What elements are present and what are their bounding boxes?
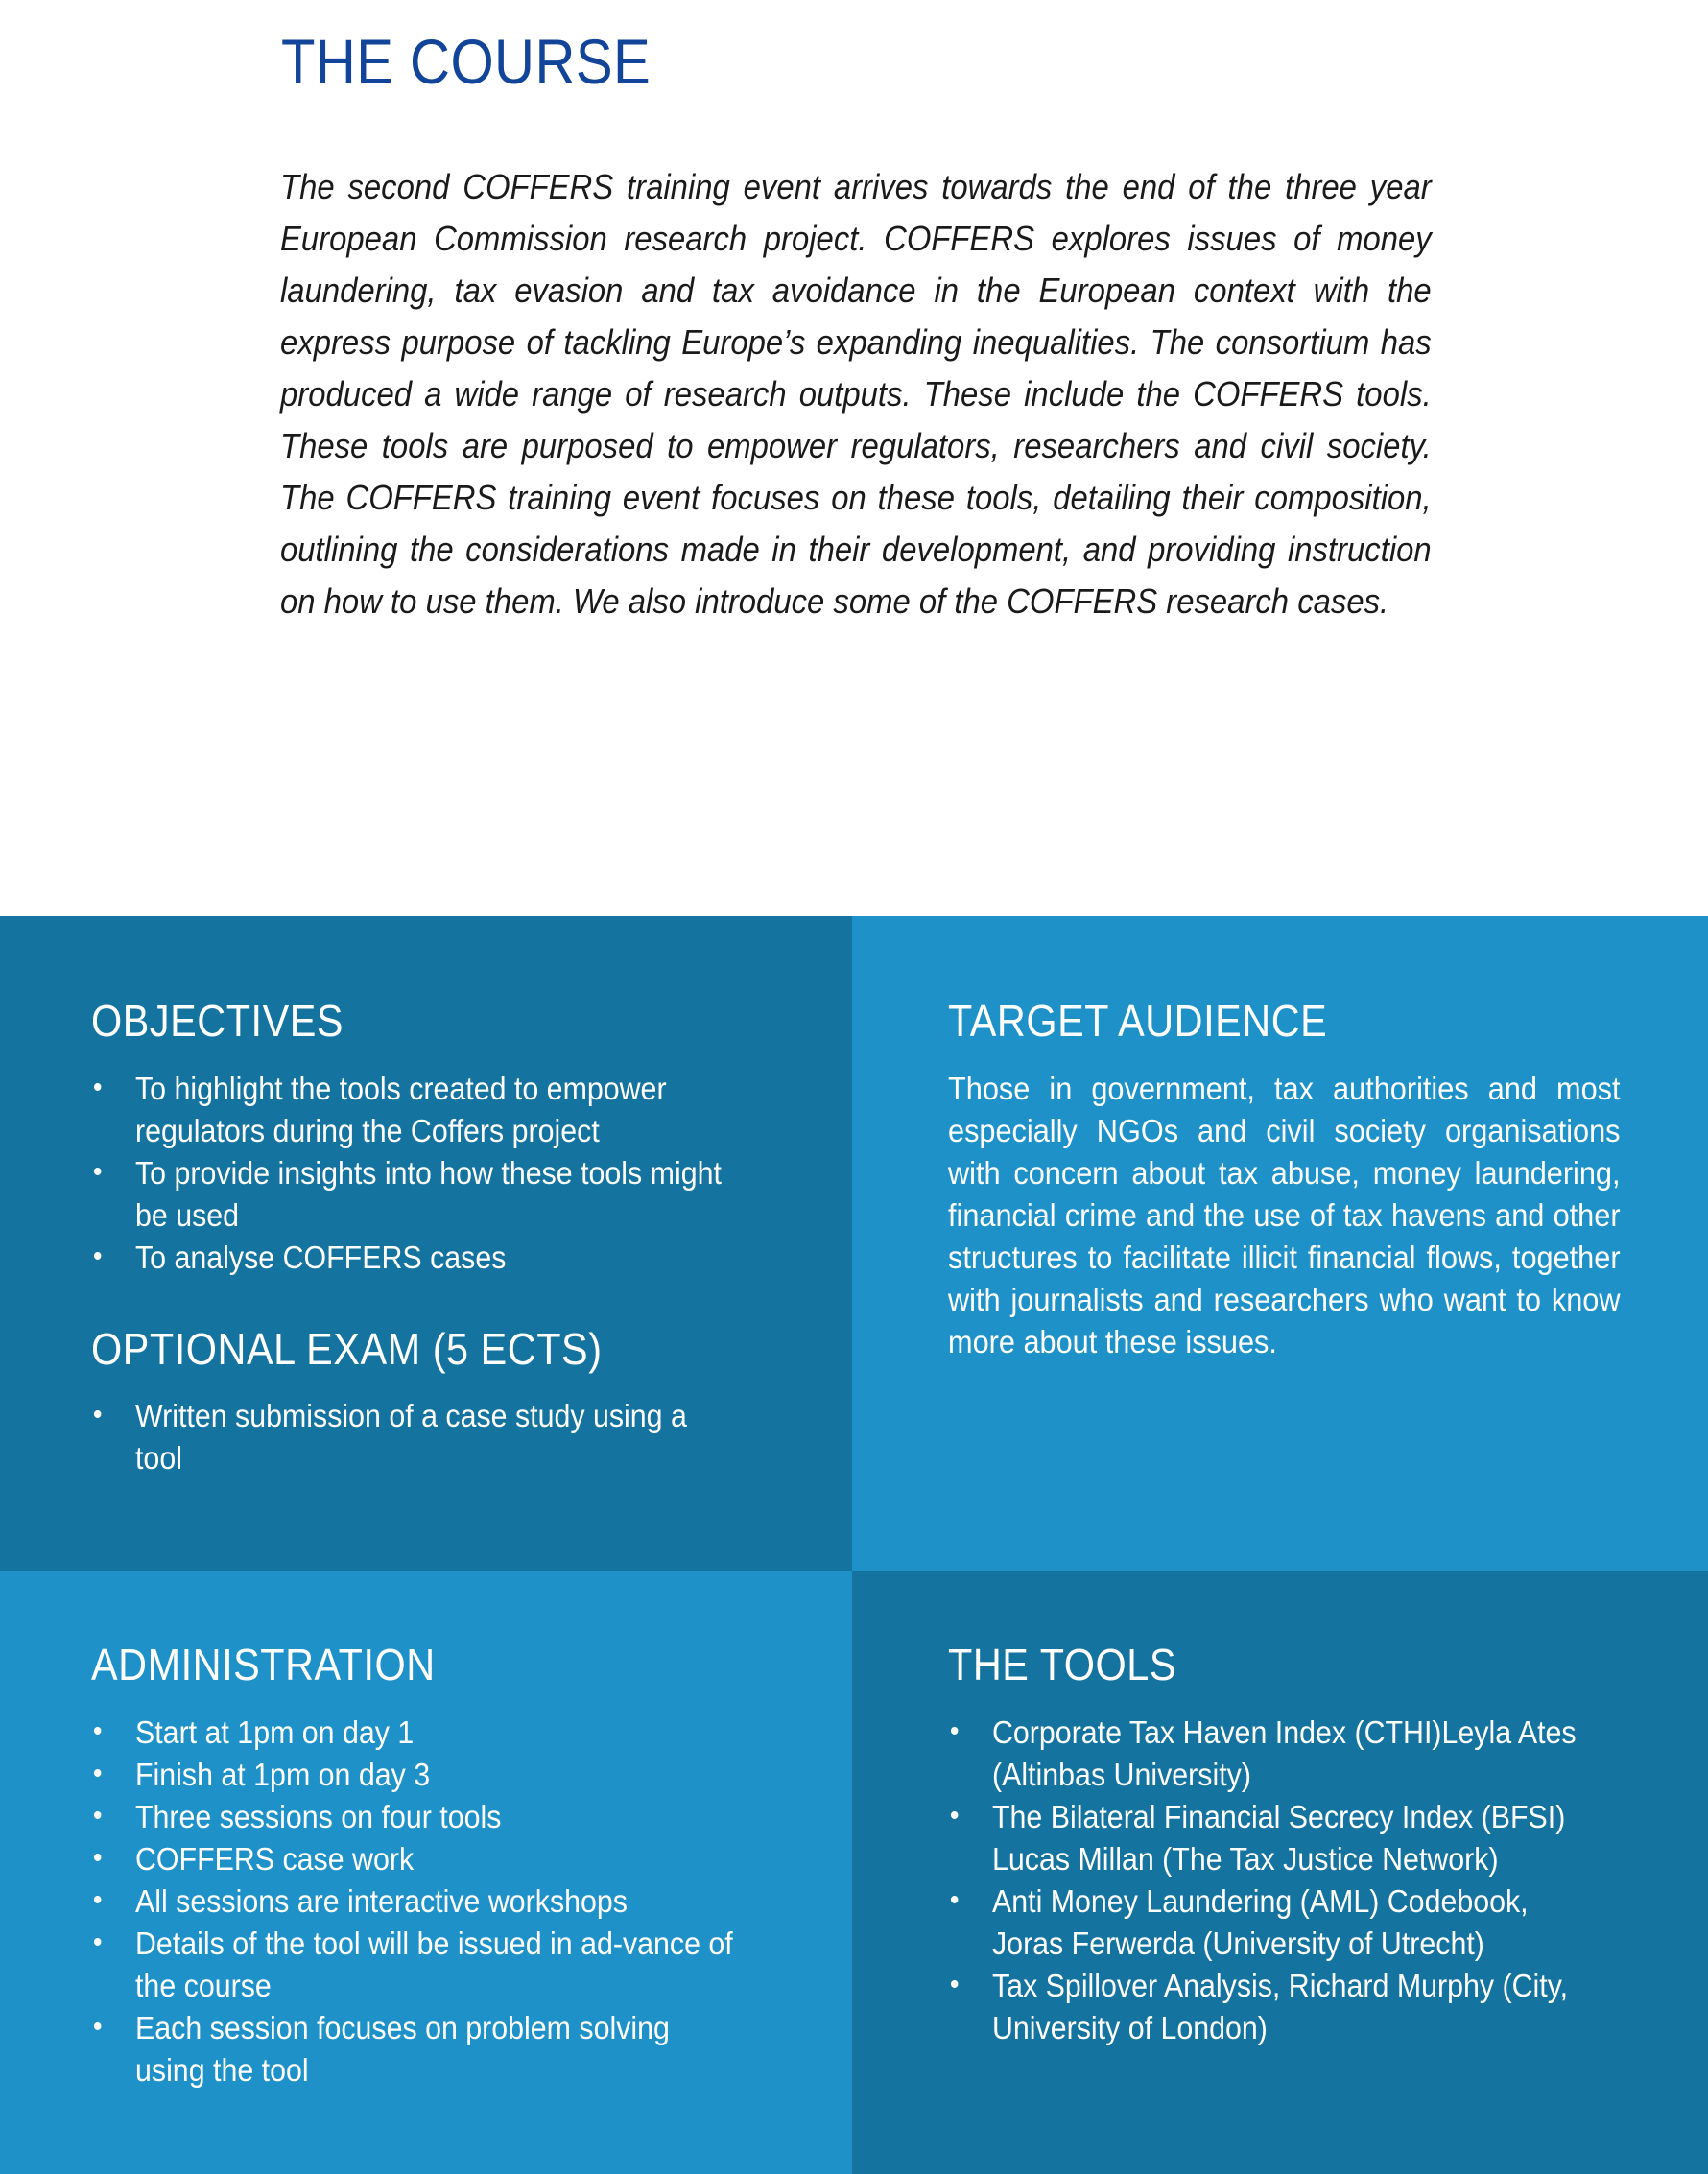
panel-target-audience-content xyxy=(852,916,1708,1571)
panel-tools-content xyxy=(852,1571,1708,2174)
list-item: • Start at 1pm on day 1 xyxy=(91,1712,738,1754)
list-item: • Corporate Tax Haven Index (CTHI)Leyla Ates (Altinbas University) xyxy=(948,1712,1585,1796)
list-item: • Three sessions on four tools xyxy=(91,1796,738,1838)
list-item: • Written submission of a case study using a tool xyxy=(91,1395,738,1479)
list-item: • COFFERS case work xyxy=(91,1838,738,1880)
optional-exam-list xyxy=(91,1395,795,1479)
intro-section xyxy=(0,0,1708,916)
list-item: • To analyse COFFERS cases xyxy=(91,1237,738,1279)
list-item: • All sessions are interactive workshops xyxy=(91,1880,738,1923)
list-item: • Details of the tool will be issued in ad-vance of the course xyxy=(91,1923,738,2007)
objectives-heading: OBJECTIVES xyxy=(91,996,344,1046)
tools-heading: THE TOOLS xyxy=(948,1640,1177,1690)
target-audience-paragraph: Those in government, tax authorities and most especially NGOs and civil society organisations with concern about tax abuse, money laundering, financial crime and the use of tax havens and other structures to facilitate illicit financial flows, together with journalists and researchers who want to know more about these issues. xyxy=(948,1070,1621,1359)
panel-tools xyxy=(852,1571,1708,2174)
list-item: • Anti Money Laundering (AML) Codebook, Joras Ferwerda (University of Utrecht) xyxy=(948,1880,1585,1965)
tools-list xyxy=(948,1712,1641,2049)
panel-target-audience xyxy=(852,916,1708,1571)
list-item: • To highlight the tools created to empower regulators during the Coffers project xyxy=(91,1068,738,1152)
list-item: • Tax Spillover Analysis, Richard Murphy (City, University of London) xyxy=(948,1965,1585,2049)
panel-administration xyxy=(0,1571,852,2174)
intro-paragraph: The second COFFERS training event arrives towards the end of the three year European Commission research project. COFFERS explores issues of money laundering, tax evasion and tax avoidance in the European context with the express purpose of tackling Europe’s expanding inequalities. The consortium has produced a wide range of research outputs. These include the COFFERS tools. These tools are purposed to empower regulators, researchers and civil society. The COFFERS training event focuses on these tools, detailing their composition, outlining the considerations made in their development, and providing instruction on how to use them. We also introduce some of the COFFERS research cases. xyxy=(280,167,1432,621)
page-title: THE COURSE xyxy=(281,26,652,97)
list-item: • Each session focuses on problem solving using the tool xyxy=(91,2007,738,2091)
list-item: • Finish at 1pm on day 3 xyxy=(91,1754,738,1796)
objectives-list xyxy=(91,1068,795,1279)
optional-exam-heading: OPTIONAL EXAM (5 ECTS) xyxy=(91,1323,603,1374)
panel-objectives xyxy=(0,916,852,1571)
list-item: • The Bilateral Financial Secrecy Index (BFSI) Lucas Millan (The Tax Justice Network) xyxy=(948,1796,1585,1880)
list-item: • To provide insights into how these tools might be used xyxy=(91,1152,738,1237)
panel-grid xyxy=(0,916,1708,2174)
panel-objectives-content xyxy=(0,916,852,1571)
target-audience-heading: TARGET AUDIENCE xyxy=(948,996,1328,1046)
administration-heading: ADMINISTRATION xyxy=(91,1640,436,1690)
panel-administration-content xyxy=(0,1571,852,2174)
administration-list xyxy=(91,1712,795,2091)
